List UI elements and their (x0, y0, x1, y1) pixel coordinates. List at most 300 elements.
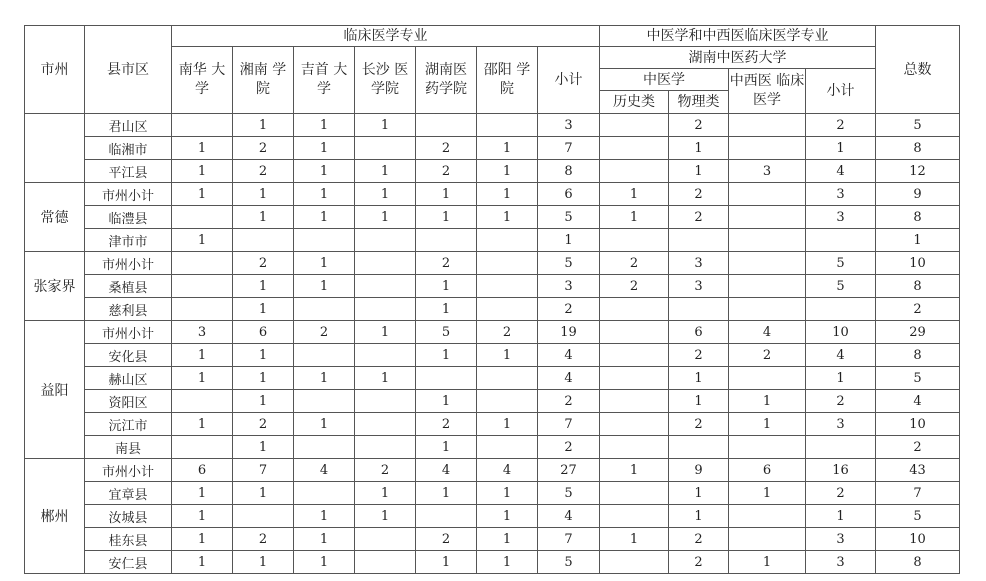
value-cell-xiangnan: 2 (233, 160, 294, 183)
value-cell-nanhua: 1 (172, 367, 233, 390)
value-cell-physics: 2 (669, 551, 729, 574)
value-cell-nanhua (172, 390, 233, 413)
value-cell-hunan-pharma (416, 367, 477, 390)
value-cell-clinical-subtotal: 4 (538, 505, 600, 528)
value-cell-hunan-pharma: 2 (416, 528, 477, 551)
city-cell: 张家界 (25, 252, 85, 321)
value-cell-total: 8 (876, 551, 960, 574)
county-cell: 市州小计 (85, 252, 172, 275)
value-cell-jishou: 1 (294, 528, 355, 551)
table-row (25, 298, 960, 321)
value-cell-tcm-subtotal: 1 (806, 505, 876, 528)
table-row (25, 160, 960, 183)
value-cell-total: 43 (876, 459, 960, 482)
value-cell-nanhua: 1 (172, 160, 233, 183)
value-cell-jishou: 1 (294, 413, 355, 436)
value-cell-tcm-subtotal: 2 (806, 482, 876, 505)
value-cell-xiangnan: 7 (233, 459, 294, 482)
city-cell: 常德 (25, 183, 85, 252)
value-cell-shaoyang: 1 (477, 413, 538, 436)
value-cell-history (600, 436, 669, 459)
value-cell-history (600, 390, 669, 413)
value-cell-history (600, 551, 669, 574)
value-cell-clinical-subtotal: 3 (538, 114, 600, 137)
county-cell: 临湘市 (85, 137, 172, 160)
value-cell-integrated (729, 183, 806, 206)
value-cell-total: 7 (876, 482, 960, 505)
value-cell-history (600, 114, 669, 137)
value-cell-xiangnan: 1 (233, 344, 294, 367)
value-cell-xiangnan: 2 (233, 528, 294, 551)
value-cell-tcm-subtotal: 10 (806, 321, 876, 344)
table-row (25, 436, 960, 459)
value-cell-history: 1 (600, 528, 669, 551)
value-cell-shaoyang (477, 298, 538, 321)
value-cell-physics: 1 (669, 505, 729, 528)
value-cell-nanhua: 1 (172, 137, 233, 160)
header-school-xiangnan: 湘南 学院 (233, 47, 294, 114)
value-cell-integrated: 1 (729, 551, 806, 574)
value-cell-history (600, 367, 669, 390)
value-cell-total: 12 (876, 160, 960, 183)
header-integrated: 中西医 临床医学 (729, 69, 806, 114)
value-cell-tcm-subtotal: 2 (806, 114, 876, 137)
value-cell-history: 1 (600, 206, 669, 229)
header-tcm-group: 中医学和中西医临床医学专业 (600, 26, 876, 47)
value-cell-physics: 2 (669, 344, 729, 367)
value-cell-hunan-pharma (416, 505, 477, 528)
county-cell: 市州小计 (85, 459, 172, 482)
value-cell-shaoyang: 1 (477, 505, 538, 528)
county-cell: 慈利县 (85, 298, 172, 321)
value-cell-changsha (355, 275, 416, 298)
value-cell-xiangnan: 1 (233, 206, 294, 229)
value-cell-integrated (729, 114, 806, 137)
value-cell-history (600, 229, 669, 252)
value-cell-changsha: 1 (355, 114, 416, 137)
value-cell-integrated (729, 367, 806, 390)
value-cell-total: 5 (876, 114, 960, 137)
header-subtotal-clinical: 小计 (538, 47, 600, 114)
value-cell-nanhua (172, 436, 233, 459)
value-cell-total: 8 (876, 344, 960, 367)
value-cell-total: 10 (876, 413, 960, 436)
value-cell-xiangnan: 2 (233, 252, 294, 275)
value-cell-shaoyang: 1 (477, 206, 538, 229)
value-cell-shaoyang (477, 275, 538, 298)
value-cell-nanhua (172, 275, 233, 298)
value-cell-shaoyang: 1 (477, 482, 538, 505)
county-cell: 津市市 (85, 229, 172, 252)
value-cell-clinical-subtotal: 19 (538, 321, 600, 344)
value-cell-physics: 9 (669, 459, 729, 482)
value-cell-history (600, 137, 669, 160)
value-cell-xiangnan (233, 229, 294, 252)
value-cell-history (600, 321, 669, 344)
value-cell-clinical-subtotal: 5 (538, 482, 600, 505)
value-cell-history (600, 298, 669, 321)
value-cell-nanhua (172, 298, 233, 321)
value-cell-jishou: 1 (294, 505, 355, 528)
value-cell-jishou: 1 (294, 206, 355, 229)
value-cell-clinical-subtotal: 7 (538, 137, 600, 160)
value-cell-shaoyang: 4 (477, 459, 538, 482)
value-cell-changsha: 1 (355, 183, 416, 206)
value-cell-clinical-subtotal: 5 (538, 206, 600, 229)
value-cell-nanhua: 3 (172, 321, 233, 344)
value-cell-tcm-subtotal: 1 (806, 367, 876, 390)
county-cell: 市州小计 (85, 183, 172, 206)
value-cell-nanhua: 6 (172, 459, 233, 482)
value-cell-jishou (294, 390, 355, 413)
value-cell-hunan-pharma: 1 (416, 551, 477, 574)
value-cell-xiangnan: 1 (233, 298, 294, 321)
value-cell-tcm-subtotal: 4 (806, 344, 876, 367)
value-cell-tcm-subtotal (806, 436, 876, 459)
value-cell-integrated (729, 252, 806, 275)
value-cell-shaoyang: 2 (477, 321, 538, 344)
value-cell-integrated (729, 229, 806, 252)
value-cell-total: 8 (876, 275, 960, 298)
table-row (25, 528, 960, 551)
value-cell-changsha (355, 436, 416, 459)
value-cell-history (600, 160, 669, 183)
value-cell-clinical-subtotal: 3 (538, 275, 600, 298)
value-cell-history: 1 (600, 459, 669, 482)
table-row (25, 183, 960, 206)
value-cell-changsha: 1 (355, 206, 416, 229)
value-cell-integrated: 1 (729, 390, 806, 413)
header-history: 历史类 (600, 91, 669, 114)
county-cell: 安化县 (85, 344, 172, 367)
value-cell-integrated: 6 (729, 459, 806, 482)
value-cell-history: 2 (600, 252, 669, 275)
county-cell: 平江县 (85, 160, 172, 183)
value-cell-physics: 2 (669, 413, 729, 436)
table-row (25, 413, 960, 436)
value-cell-total: 5 (876, 505, 960, 528)
value-cell-nanhua (172, 114, 233, 137)
value-cell-xiangnan: 1 (233, 114, 294, 137)
county-cell: 桑植县 (85, 275, 172, 298)
value-cell-physics: 6 (669, 321, 729, 344)
value-cell-nanhua: 1 (172, 183, 233, 206)
value-cell-changsha: 1 (355, 505, 416, 528)
value-cell-hunan-pharma: 2 (416, 160, 477, 183)
value-cell-tcm-subtotal: 3 (806, 528, 876, 551)
value-cell-shaoyang: 1 (477, 137, 538, 160)
value-cell-jishou: 1 (294, 367, 355, 390)
county-cell: 汝城县 (85, 505, 172, 528)
value-cell-changsha (355, 344, 416, 367)
table-body (25, 114, 960, 574)
table-row (25, 482, 960, 505)
value-cell-total: 29 (876, 321, 960, 344)
value-cell-tcm-subtotal: 16 (806, 459, 876, 482)
value-cell-clinical-subtotal: 6 (538, 183, 600, 206)
value-cell-jishou: 1 (294, 114, 355, 137)
city-cell (25, 114, 85, 183)
value-cell-clinical-subtotal: 8 (538, 160, 600, 183)
value-cell-xiangnan: 1 (233, 436, 294, 459)
value-cell-jishou: 1 (294, 137, 355, 160)
value-cell-jishou: 1 (294, 275, 355, 298)
value-cell-xiangnan: 1 (233, 551, 294, 574)
value-cell-hunan-pharma: 1 (416, 436, 477, 459)
value-cell-shaoyang: 1 (477, 344, 538, 367)
value-cell-changsha: 1 (355, 160, 416, 183)
value-cell-physics: 1 (669, 390, 729, 413)
header-school-jishou: 吉首 大学 (294, 47, 355, 114)
value-cell-physics: 1 (669, 482, 729, 505)
value-cell-nanhua (172, 252, 233, 275)
value-cell-integrated (729, 505, 806, 528)
value-cell-xiangnan: 1 (233, 367, 294, 390)
value-cell-jishou (294, 482, 355, 505)
value-cell-shaoyang (477, 436, 538, 459)
value-cell-changsha: 1 (355, 482, 416, 505)
value-cell-integrated (729, 206, 806, 229)
value-cell-jishou: 1 (294, 252, 355, 275)
value-cell-clinical-subtotal: 27 (538, 459, 600, 482)
value-cell-history (600, 413, 669, 436)
header-school-hunan-pharma: 湖南医 药学院 (416, 47, 477, 114)
county-cell: 君山区 (85, 114, 172, 137)
value-cell-total: 8 (876, 137, 960, 160)
value-cell-clinical-subtotal: 5 (538, 252, 600, 275)
table-row (25, 505, 960, 528)
value-cell-tcm-subtotal (806, 229, 876, 252)
value-cell-physics: 2 (669, 528, 729, 551)
value-cell-hunan-pharma: 2 (416, 252, 477, 275)
value-cell-clinical-subtotal: 4 (538, 344, 600, 367)
value-cell-integrated (729, 528, 806, 551)
value-cell-physics: 3 (669, 275, 729, 298)
value-cell-nanhua: 1 (172, 528, 233, 551)
value-cell-xiangnan (233, 505, 294, 528)
value-cell-xiangnan: 1 (233, 183, 294, 206)
value-cell-shaoyang: 1 (477, 528, 538, 551)
value-cell-total: 10 (876, 528, 960, 551)
value-cell-history (600, 344, 669, 367)
value-cell-hunan-pharma: 5 (416, 321, 477, 344)
value-cell-changsha: 2 (355, 459, 416, 482)
value-cell-xiangnan: 1 (233, 275, 294, 298)
header-physics: 物理类 (669, 91, 729, 114)
value-cell-jishou: 2 (294, 321, 355, 344)
county-cell: 安仁县 (85, 551, 172, 574)
value-cell-clinical-subtotal: 7 (538, 528, 600, 551)
city-cell: 郴州 (25, 459, 85, 574)
value-cell-changsha (355, 137, 416, 160)
value-cell-clinical-subtotal: 2 (538, 390, 600, 413)
county-cell: 资阳区 (85, 390, 172, 413)
value-cell-integrated (729, 298, 806, 321)
value-cell-xiangnan: 2 (233, 137, 294, 160)
value-cell-hunan-pharma: 1 (416, 183, 477, 206)
value-cell-integrated: 2 (729, 344, 806, 367)
value-cell-jishou (294, 436, 355, 459)
value-cell-clinical-subtotal: 2 (538, 436, 600, 459)
value-cell-nanhua: 1 (172, 413, 233, 436)
value-cell-total: 8 (876, 206, 960, 229)
value-cell-jishou: 1 (294, 160, 355, 183)
value-cell-history (600, 482, 669, 505)
value-cell-integrated (729, 275, 806, 298)
value-cell-clinical-subtotal: 7 (538, 413, 600, 436)
value-cell-shaoyang (477, 390, 538, 413)
table-row (25, 344, 960, 367)
value-cell-clinical-subtotal: 5 (538, 551, 600, 574)
value-cell-nanhua: 1 (172, 229, 233, 252)
value-cell-integrated: 1 (729, 482, 806, 505)
value-cell-physics: 1 (669, 160, 729, 183)
header-school-changsha: 长沙 医学院 (355, 47, 416, 114)
value-cell-hunan-pharma: 1 (416, 482, 477, 505)
value-cell-changsha (355, 551, 416, 574)
value-cell-total: 4 (876, 390, 960, 413)
value-cell-tcm-subtotal: 5 (806, 252, 876, 275)
value-cell-hunan-pharma: 1 (416, 344, 477, 367)
table-row (25, 114, 960, 137)
value-cell-clinical-subtotal: 2 (538, 298, 600, 321)
quota-table (24, 25, 960, 574)
value-cell-tcm-subtotal: 5 (806, 275, 876, 298)
header-clinical-group: 临床医学专业 (172, 26, 600, 47)
value-cell-integrated: 3 (729, 160, 806, 183)
value-cell-integrated: 1 (729, 413, 806, 436)
county-cell: 南县 (85, 436, 172, 459)
value-cell-physics (669, 298, 729, 321)
value-cell-shaoyang: 1 (477, 160, 538, 183)
value-cell-jishou: 4 (294, 459, 355, 482)
table-row (25, 459, 960, 482)
value-cell-shaoyang (477, 114, 538, 137)
county-cell: 宜章县 (85, 482, 172, 505)
value-cell-integrated: 4 (729, 321, 806, 344)
value-cell-tcm-subtotal: 2 (806, 390, 876, 413)
table-row (25, 367, 960, 390)
value-cell-jishou: 1 (294, 183, 355, 206)
value-cell-tcm-subtotal: 3 (806, 413, 876, 436)
value-cell-shaoyang: 1 (477, 551, 538, 574)
value-cell-physics: 3 (669, 252, 729, 275)
value-cell-total: 1 (876, 229, 960, 252)
header-county: 县市区 (85, 26, 172, 114)
value-cell-total: 9 (876, 183, 960, 206)
header-tcm: 中医学 (600, 69, 729, 91)
value-cell-hunan-pharma: 2 (416, 413, 477, 436)
value-cell-total: 2 (876, 298, 960, 321)
city-cell: 益阳 (25, 321, 85, 459)
table-row (25, 390, 960, 413)
value-cell-changsha: 1 (355, 367, 416, 390)
value-cell-hunan-pharma: 1 (416, 390, 477, 413)
value-cell-shaoyang: 1 (477, 183, 538, 206)
value-cell-history: 1 (600, 183, 669, 206)
value-cell-hunan-pharma (416, 114, 477, 137)
value-cell-physics (669, 436, 729, 459)
value-cell-physics: 2 (669, 206, 729, 229)
value-cell-hunan-pharma: 1 (416, 206, 477, 229)
county-cell: 赫山区 (85, 367, 172, 390)
county-cell: 临澧县 (85, 206, 172, 229)
value-cell-changsha: 1 (355, 321, 416, 344)
value-cell-tcm-subtotal: 3 (806, 551, 876, 574)
value-cell-shaoyang (477, 367, 538, 390)
value-cell-total: 2 (876, 436, 960, 459)
value-cell-integrated (729, 436, 806, 459)
value-cell-total: 10 (876, 252, 960, 275)
table-row (25, 551, 960, 574)
value-cell-changsha (355, 528, 416, 551)
value-cell-xiangnan: 1 (233, 390, 294, 413)
value-cell-changsha (355, 413, 416, 436)
value-cell-history (600, 505, 669, 528)
value-cell-xiangnan: 1 (233, 482, 294, 505)
header-subtotal-tcm: 小计 (806, 69, 876, 114)
value-cell-physics (669, 229, 729, 252)
header-city: 市州 (25, 26, 85, 114)
table-row (25, 321, 960, 344)
header-school-nanhua: 南华 大学 (172, 47, 233, 114)
county-cell: 沅江市 (85, 413, 172, 436)
value-cell-tcm-subtotal: 3 (806, 183, 876, 206)
value-cell-nanhua: 1 (172, 344, 233, 367)
value-cell-changsha (355, 390, 416, 413)
table-row (25, 275, 960, 298)
value-cell-tcm-subtotal: 4 (806, 160, 876, 183)
value-cell-nanhua: 1 (172, 551, 233, 574)
value-cell-nanhua (172, 206, 233, 229)
value-cell-jishou: 1 (294, 551, 355, 574)
value-cell-hunan-pharma: 1 (416, 298, 477, 321)
value-cell-tcm-subtotal: 1 (806, 137, 876, 160)
value-cell-hunan-pharma (416, 229, 477, 252)
value-cell-nanhua: 1 (172, 505, 233, 528)
value-cell-physics: 2 (669, 114, 729, 137)
header-total: 总数 (876, 26, 960, 114)
value-cell-clinical-subtotal: 1 (538, 229, 600, 252)
value-cell-hunan-pharma: 1 (416, 275, 477, 298)
header-school-shaoyang: 邵阳 学院 (477, 47, 538, 114)
value-cell-hunan-pharma: 2 (416, 137, 477, 160)
value-cell-physics: 1 (669, 137, 729, 160)
value-cell-integrated (729, 137, 806, 160)
value-cell-tcm-subtotal (806, 298, 876, 321)
value-cell-jishou (294, 229, 355, 252)
table-row (25, 206, 960, 229)
value-cell-shaoyang (477, 229, 538, 252)
table-row (25, 229, 960, 252)
value-cell-clinical-subtotal: 4 (538, 367, 600, 390)
header-tcm-university: 湖南中医药大学 (600, 47, 876, 69)
value-cell-physics: 2 (669, 183, 729, 206)
table-row (25, 137, 960, 160)
value-cell-history: 2 (600, 275, 669, 298)
value-cell-hunan-pharma: 4 (416, 459, 477, 482)
value-cell-total: 5 (876, 367, 960, 390)
county-cell: 市州小计 (85, 321, 172, 344)
value-cell-nanhua: 1 (172, 482, 233, 505)
value-cell-jishou (294, 298, 355, 321)
table-row (25, 252, 960, 275)
value-cell-xiangnan: 2 (233, 413, 294, 436)
value-cell-changsha (355, 252, 416, 275)
value-cell-physics: 1 (669, 367, 729, 390)
value-cell-xiangnan: 6 (233, 321, 294, 344)
table-container (24, 25, 960, 574)
